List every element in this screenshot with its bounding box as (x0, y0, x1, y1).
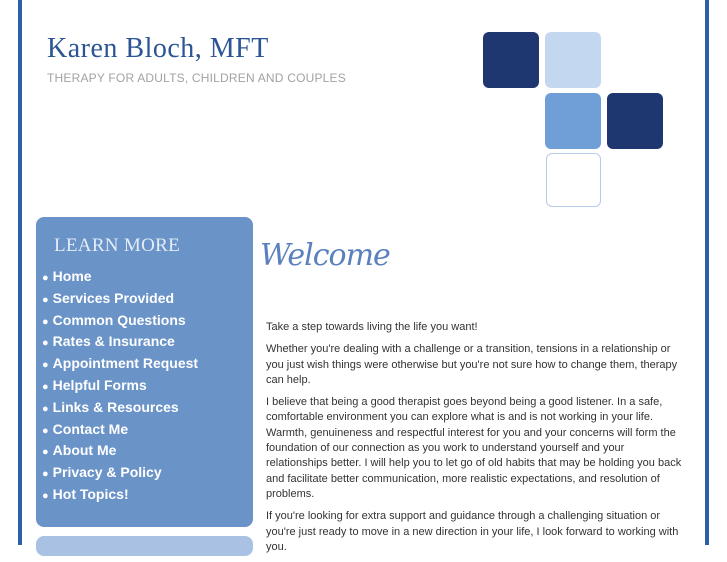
nav-item-appointment-request[interactable] (42, 353, 198, 375)
nav-item-label[interactable]: Contact Me (52, 420, 129, 437)
page-frame-left (18, 0, 22, 545)
square-navy-right (607, 93, 663, 149)
nav-item-rates-insurance[interactable] (42, 331, 198, 353)
nav-item-services-provided[interactable] (42, 288, 198, 310)
nav-item-links-resources[interactable] (42, 397, 198, 419)
nav-item-label[interactable]: Appointment Request (52, 355, 199, 372)
nav-item-hot-topics[interactable] (42, 484, 198, 506)
nav-item-label[interactable]: Rates & Insurance (52, 333, 175, 350)
learn-more-heading: LEARN MORE (54, 235, 180, 256)
bullet-icon: ● (42, 380, 49, 393)
bullet-icon: ● (42, 315, 49, 328)
nav-item-label[interactable]: Services Provided (52, 289, 175, 306)
bullet-icon: ● (42, 293, 49, 306)
site-tagline: THERAPY FOR ADULTS, CHILDREN AND COUPLES (47, 71, 346, 85)
bullet-icon: ● (42, 272, 49, 284)
bullet-icon: ● (42, 359, 49, 372)
nav-item-contact-me[interactable] (42, 419, 198, 441)
bullet-icon: ● (42, 424, 49, 437)
square-pale-top (545, 32, 601, 88)
nav-item-label[interactable]: Home (52, 268, 92, 284)
main-content (266, 320, 684, 562)
bullet-icon: ● (42, 402, 49, 415)
nav-item-helpful-forms[interactable] (42, 375, 198, 397)
page-frame-right (705, 0, 709, 545)
nav-item-label[interactable]: Common Questions (52, 311, 186, 328)
body-paragraph: I believe that being a good therapist goes beyond being a good listener. In a safe, comfortable environment you can explore what is and is not working in your life. Warmth, genuineness and respectful interest for you and your concerns will form the foundation of our connection as you work to understand yourself and your relationships better. I will help you to let go of old habits that may be holding you back and facilitate better communication, more realistic expectations, and resolution of problems. (266, 396, 682, 500)
nav-list (42, 266, 198, 506)
square-mid-blue (545, 93, 601, 149)
secondary-panel (36, 536, 253, 556)
nav-item-label[interactable]: About Me (52, 442, 117, 459)
nav-item-privacy-policy[interactable] (42, 462, 198, 484)
bullet-icon: ● (42, 468, 49, 481)
nav-item-common-questions[interactable] (42, 310, 198, 332)
bullet-icon: ● (42, 337, 49, 350)
nav-item-label[interactable]: Links & Resources (52, 398, 179, 415)
square-navy-top (483, 32, 539, 88)
nav-item-label[interactable]: Helpful Forms (52, 376, 147, 393)
nav-item-about-me[interactable] (42, 440, 198, 462)
nav-item-home[interactable] (42, 266, 198, 288)
learn-more-panel (36, 217, 253, 527)
site-title[interactable]: Karen Bloch, MFT (47, 33, 269, 64)
welcome-heading: Welcome (260, 238, 390, 273)
nav-item-label[interactable]: Privacy & Policy (52, 464, 162, 481)
square-outline (546, 153, 601, 207)
nav-item-label[interactable]: Hot Topics! (52, 485, 129, 502)
body-paragraph: If you're looking for extra support and guidance through a challenging situation or you're just ready to move in a new direction in your life, I look forward to working with you. (266, 510, 679, 553)
intro-paragraph: Take a step towards living the life you want! (266, 321, 478, 333)
body-paragraph: Whether you're dealing with a challenge or a transition, tensions in a relationship or you just wish things were otherwise but you're not sure how to change them, therapy can help. (266, 343, 678, 386)
bullet-icon: ● (42, 489, 49, 502)
bullet-icon: ● (42, 446, 49, 459)
